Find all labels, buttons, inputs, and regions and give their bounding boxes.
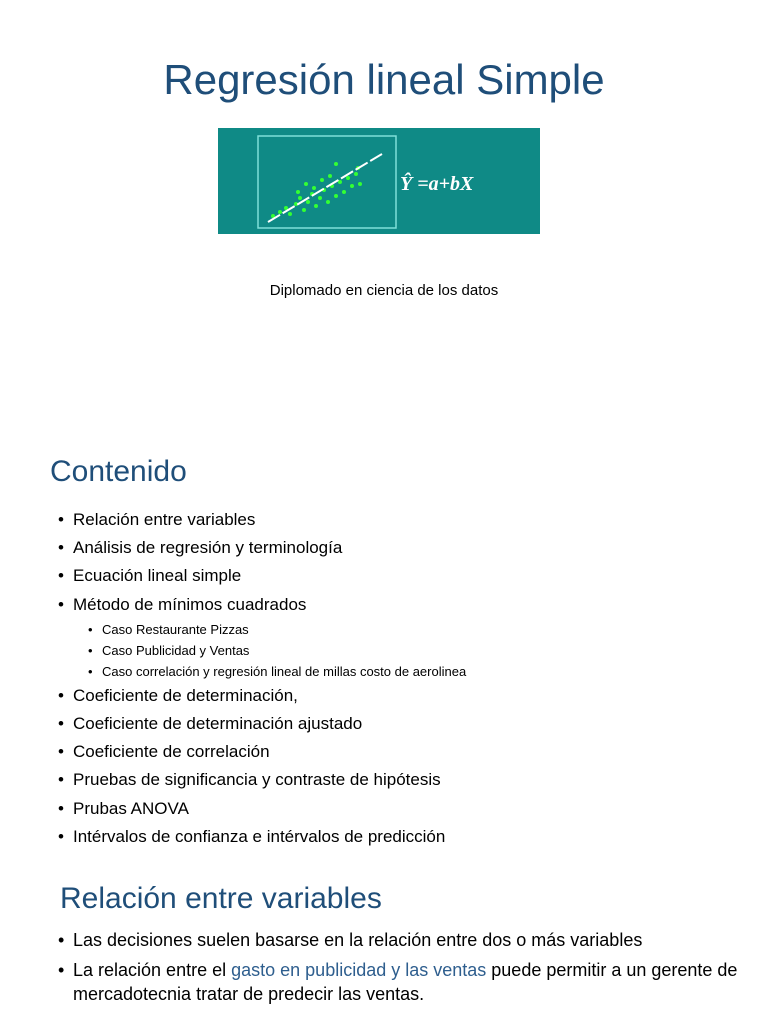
scatter-dots xyxy=(271,162,362,218)
list-item: • Coeficiente de correlación xyxy=(58,738,758,766)
scatter-dot xyxy=(328,174,332,178)
relacion-heading: Relación entre variables xyxy=(60,882,382,915)
scatter-dot xyxy=(306,200,310,204)
scatter-dot xyxy=(358,182,362,186)
scatter-dot xyxy=(304,182,308,186)
plot-frame xyxy=(258,136,396,228)
contenido-list xyxy=(58,506,758,851)
scatter-dot xyxy=(334,194,338,198)
sub-list-item: • Caso Publicidad y Ventas xyxy=(58,640,758,661)
regression-line xyxy=(268,154,382,222)
scatter-dot xyxy=(298,196,302,200)
scatter-dot xyxy=(318,196,322,200)
scatter-dot xyxy=(320,178,324,182)
relacion-list xyxy=(58,928,748,1012)
sub-list-item: • Caso Restaurante Pizzas xyxy=(58,619,758,640)
list-item: • Relación entre variables xyxy=(58,506,758,534)
scatter-dot xyxy=(342,190,346,194)
list-item: • Intérvalos de confianza e intérvalos de predicción xyxy=(58,823,758,851)
scatter-dot xyxy=(354,172,358,176)
list-item: • Pruebas de significancia y contraste de hipótesis xyxy=(58,766,758,794)
sub-list-item: • Caso correlación y regresión lineal de millas costo de aerolinea xyxy=(58,661,758,682)
contenido-heading: Contenido xyxy=(50,455,187,488)
page-title: Regresión lineal Simple xyxy=(163,56,605,103)
regression-formula: Ŷ =a+bX xyxy=(400,173,474,195)
scatter-dot xyxy=(302,208,306,212)
list-item xyxy=(58,958,748,1006)
scatter-regression-illustration xyxy=(218,128,540,234)
list-item: • Las decisiones suelen basarse en la relación entre dos o más variables xyxy=(58,928,748,952)
scatter-dot xyxy=(346,176,350,180)
subtitle: Diplomado en ciencia de los datos xyxy=(269,282,499,299)
scatter-dot xyxy=(312,186,316,190)
scatter-dot xyxy=(288,212,292,216)
bullet-text: La relación entre el xyxy=(73,960,232,980)
scatter-dot xyxy=(314,204,318,208)
scatter-dot xyxy=(326,200,330,204)
list-item: • Prubas ANOVA xyxy=(58,795,758,823)
scatter-dot xyxy=(334,162,338,166)
list-item: • Análisis de regresión y terminología xyxy=(58,534,758,562)
list-item: • Ecuación lineal simple xyxy=(58,562,758,590)
list-item: • Método de mínimos cuadrados xyxy=(58,591,758,619)
scatter-dot xyxy=(278,210,282,214)
scatter-dot xyxy=(296,190,300,194)
list-item: • Coeficiente de determinación, xyxy=(58,682,758,710)
bullet-text: puede permitir a un gerente de mercadotecnia tratar de predecir las ventas. xyxy=(73,960,738,1004)
list-item: • Coeficiente de determinación ajustado xyxy=(58,710,758,738)
highlighted-text: gasto en publicidad y las ventas xyxy=(231,960,487,980)
regression-banner-image xyxy=(218,128,540,234)
scatter-dot xyxy=(350,184,354,188)
